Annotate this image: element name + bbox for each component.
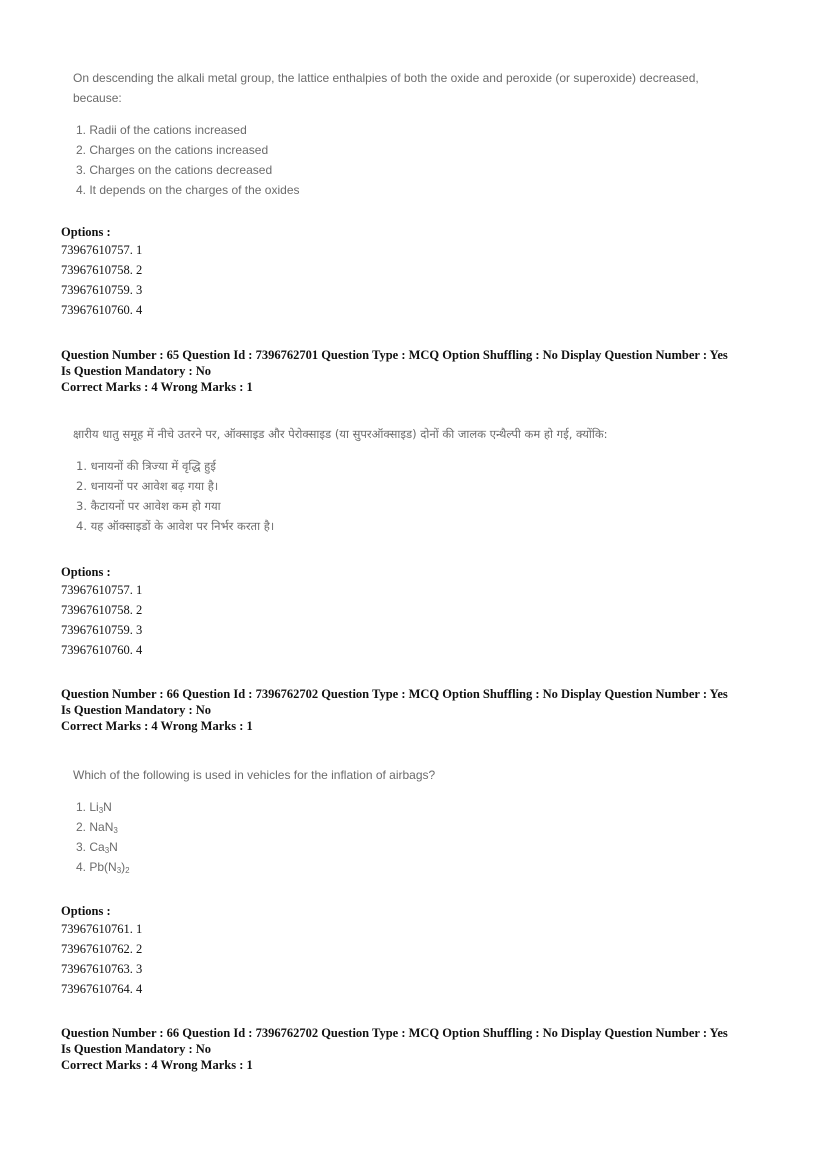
- q64-options: [61, 224, 142, 320]
- option-line: 73967610758. 2: [61, 603, 143, 617]
- q65-choice: 4. यह ऑक्साइडों के आवेश पर निर्भर करता है।: [76, 519, 275, 533]
- q64-choice-list: [73, 120, 793, 200]
- q66-choice: 1. $Li_3N$: [76, 800, 112, 815]
- q64-question-image: [73, 68, 793, 200]
- mandatory-line: Is Question Mandatory : No: [61, 703, 212, 717]
- q64-choice: 1. Radii of the cations increased: [76, 123, 247, 137]
- option-line: 73967610763. 3: [61, 962, 143, 976]
- q66b-header: [61, 1025, 728, 1073]
- q65-header: [61, 347, 728, 395]
- q66-stem: Which of the following is used in vehicles for the inflation of airbags?: [73, 768, 436, 782]
- q64-stem-line2: because:: [73, 91, 122, 105]
- question-meta-line: Question Number : 65 Question Id : 7396762701 Question Type : MCQ Option Shuffling : No Display Question Number : Yes: [61, 348, 728, 362]
- q66-choice: 4. $Pb(N_3)_2$: [76, 860, 130, 875]
- q64-stem-line1: On descending the alkali metal group, the lattice enthalpies of both the oxide and peroxide (or superoxide) decreased,: [73, 71, 699, 85]
- q65-choice-list: [73, 456, 793, 536]
- option-line: 73967610757. 1: [61, 583, 143, 597]
- q64-choice: 3. Charges on the cations decreased: [76, 163, 273, 177]
- option-line: 73967610759. 3: [61, 623, 143, 637]
- options-title: Options :: [61, 565, 111, 579]
- option-line: 73967610760. 4: [61, 303, 143, 317]
- option-line: 73967610758. 2: [61, 263, 143, 277]
- q66-question-image: [73, 765, 793, 877]
- q65-options: [61, 564, 142, 660]
- q66-choice: 2. NaN$_3$: [76, 820, 118, 835]
- option-line: 73967610760. 4: [61, 643, 143, 657]
- q66-header: [61, 686, 728, 734]
- q65-choice: 2. धनायनों पर आवेश बढ़ गया है।: [76, 479, 219, 493]
- q66-options: [61, 903, 142, 999]
- options-title: Options :: [61, 225, 111, 239]
- q65-stem: क्षारीय धातु समूह में नीचे उतरने पर, ऑक्साइड और पेरोक्साइड (या सुपरऑक्साइड) दोनों की जालक एन्थैल्पी कम हो गई, क्योंकि:: [73, 427, 608, 441]
- q66-choice: 3. $Ca_3N$: [76, 840, 118, 855]
- q64-choice: 4. It depends on the charges of the oxides: [76, 183, 300, 197]
- option-line: 73967610764. 4: [61, 982, 143, 996]
- option-line: 73967610759. 3: [61, 283, 143, 297]
- question-meta-line: Question Number : 66 Question Id : 7396762702 Question Type : MCQ Option Shuffling : No Display Question Number : Yes: [61, 1026, 728, 1040]
- options-title: Options :: [61, 904, 111, 918]
- option-line: 73967610761. 1: [61, 922, 143, 936]
- option-line: 73967610762. 2: [61, 942, 143, 956]
- mandatory-line: Is Question Mandatory : No: [61, 364, 212, 378]
- mandatory-line: Is Question Mandatory : No: [61, 1042, 212, 1056]
- q65-choice: 3. कैटायनों पर आवेश कम हो गया: [76, 499, 221, 513]
- q65-question-image: [73, 424, 793, 536]
- q65-choice: 1. धनायनों की त्रिज्या में वृद्धि हुई: [76, 459, 216, 473]
- marks-line: Correct Marks : 4 Wrong Marks : 1: [61, 719, 253, 733]
- marks-line: Correct Marks : 4 Wrong Marks : 1: [61, 380, 253, 394]
- q66-choice-list: [73, 797, 793, 877]
- question-meta-line: Question Number : 66 Question Id : 7396762702 Question Type : MCQ Option Shuffling : No Display Question Number : Yes: [61, 687, 728, 701]
- option-line: 73967610757. 1: [61, 243, 143, 257]
- q64-choice: 2. Charges on the cations increased: [76, 143, 269, 157]
- marks-line: Correct Marks : 4 Wrong Marks : 1: [61, 1058, 253, 1072]
